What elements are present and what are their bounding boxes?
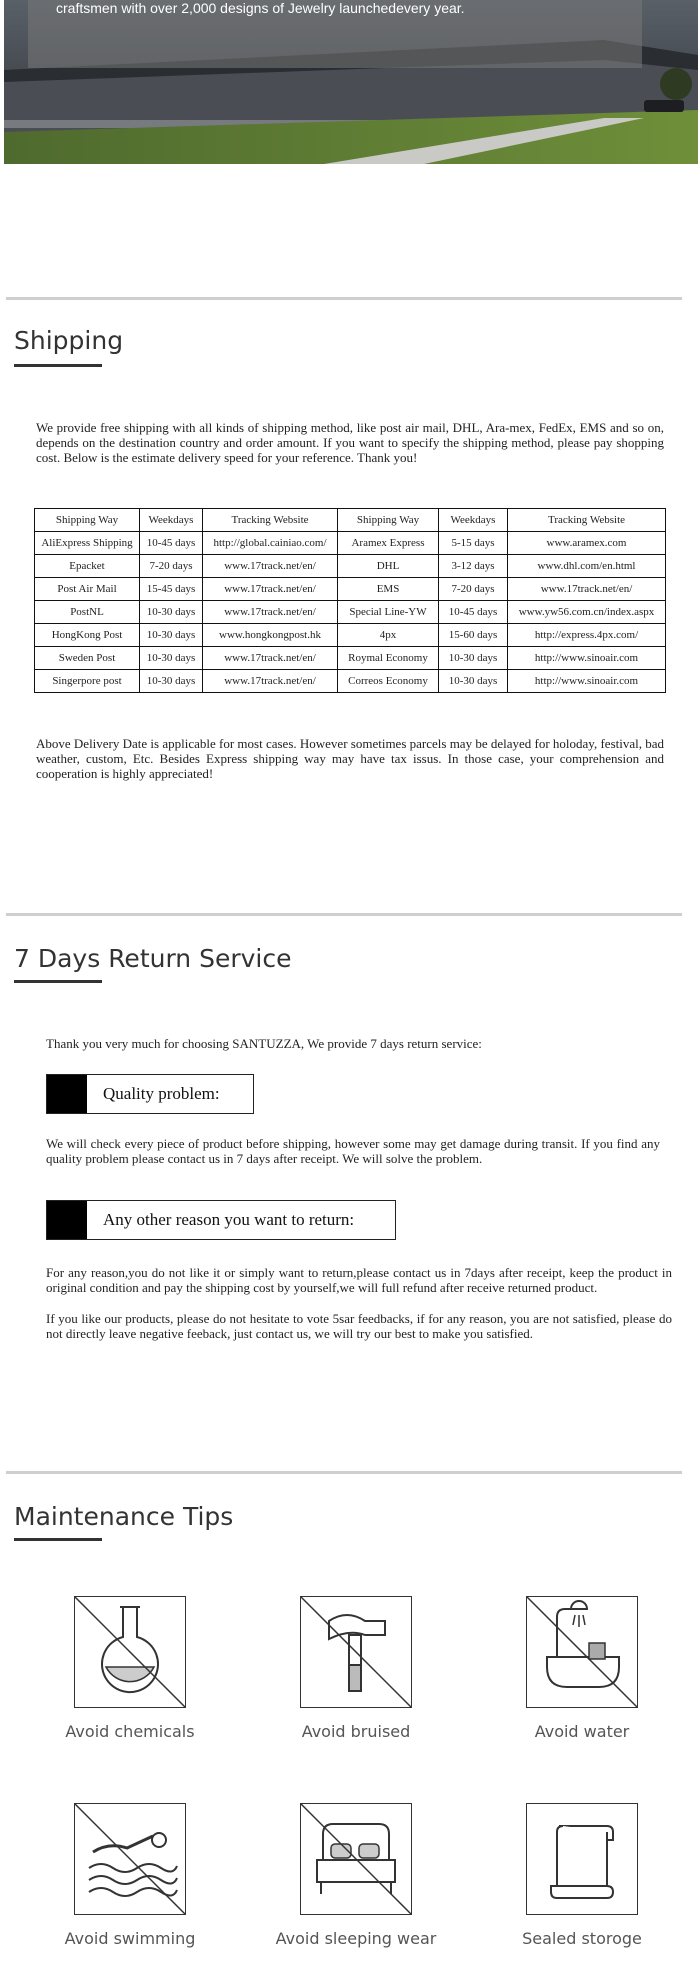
section-divider xyxy=(6,913,682,916)
shipping-title: Shipping xyxy=(14,326,124,355)
table-cell: www.17track.net/en/ xyxy=(203,578,338,601)
table-cell: 10-30 days xyxy=(439,647,508,670)
header-tracking-website: Tracking Website xyxy=(203,509,338,532)
tip-label: Avoid sleeping wear xyxy=(275,1929,437,1948)
table-cell: HongKong Post xyxy=(35,624,140,647)
header-weekdays: Weekdays xyxy=(439,509,508,532)
section-divider xyxy=(6,297,682,300)
table-cell: 15-45 days xyxy=(140,578,203,601)
table-cell: 7-20 days xyxy=(140,555,203,578)
table-cell: 5-15 days xyxy=(439,532,508,555)
table-cell: 10-45 days xyxy=(140,532,203,555)
tip-label: Avoid bruised xyxy=(301,1722,411,1741)
table-cell: Post Air Mail xyxy=(35,578,140,601)
marker-block xyxy=(47,1075,87,1113)
table-cell: 10-30 days xyxy=(140,601,203,624)
title-underline xyxy=(14,364,102,367)
table-cell: PostNL xyxy=(35,601,140,624)
table-cell: Correos Economy xyxy=(338,670,439,693)
table-cell: Roymal Economy xyxy=(338,647,439,670)
table-cell: 10-45 days xyxy=(439,601,508,624)
flask-icon xyxy=(74,1596,186,1708)
table-row xyxy=(35,532,666,555)
table-cell: 4px xyxy=(338,624,439,647)
maintenance-title: Maintenance Tips xyxy=(14,1502,234,1531)
header-shipping-way: Shipping Way xyxy=(338,509,439,532)
table-cell: www.aramex.com xyxy=(508,532,666,555)
hammer-icon xyxy=(300,1596,412,1708)
table-cell: www.dhl.com/en.html xyxy=(508,555,666,578)
table-cell: 7-20 days xyxy=(439,578,508,601)
tip-label: Sealed storoge xyxy=(522,1929,642,1948)
table-cell: 15-60 days xyxy=(439,624,508,647)
hero-caption: craftsmen with over 2,000 designs of Jewelry launchedevery year. xyxy=(56,0,465,16)
table-cell: Epacket xyxy=(35,555,140,578)
section-divider xyxy=(6,1471,682,1474)
table-cell: www.yw56.com.cn/index.aspx xyxy=(508,601,666,624)
table-cell: www.17track.net/en/ xyxy=(203,555,338,578)
table-cell: http://www.sinoair.com xyxy=(508,647,666,670)
quality-problem-label: Quality problem: xyxy=(103,1084,220,1103)
other-reason-text: For any reason,you do not like it or simply want to return,please contact us in 7days after receipt, keep the product in original condition and pay the shipping cost by yourself,we will full refund after receive returned product. xyxy=(46,1265,672,1295)
table-cell: Special Line-YW xyxy=(338,601,439,624)
header-shipping-way: Shipping Way xyxy=(35,509,140,532)
table-header-row xyxy=(35,509,666,532)
bed-icon xyxy=(300,1803,412,1915)
title-underline xyxy=(14,1538,102,1541)
table-cell: 3-12 days xyxy=(439,555,508,578)
feedback-text: If you like our products, please do not hesitate to vote 5sar feedbacks, if for any reason, you are not satisfied, please do not directly leave negative feeback, just contact us, we will try our best to make you satisfied. xyxy=(46,1311,672,1341)
header-weekdays: Weekdays xyxy=(140,509,203,532)
table-row xyxy=(35,601,666,624)
tip-label: Avoid swimming xyxy=(64,1929,196,1948)
table-row xyxy=(35,624,666,647)
table-cell: 10-30 days xyxy=(140,647,203,670)
tip-label: Avoid chemicals xyxy=(65,1722,195,1741)
tip-label: Avoid water xyxy=(534,1722,630,1741)
table-cell: http://express.4px.com/ xyxy=(508,624,666,647)
table-cell: Singerpore post xyxy=(35,670,140,693)
shipping-intro: We provide free shipping with all kinds of shipping method, like post air mail, DHL, Ara-mex, FedEx, EMS and so on, depends on the destination country and order amount. If you want to specify the shipping method, please pay shopping cost. Below is the estimate delivery speed for your reference. Thank you! xyxy=(36,420,664,465)
table-cell: DHL xyxy=(338,555,439,578)
table-cell: Aramex Express xyxy=(338,532,439,555)
quality-problem-text: We will check every piece of product before shipping, however some may get damage during transit. If you find any quality problem please contact us in 7 days after receipt. We will solve the problem. xyxy=(46,1136,660,1166)
table-cell: www.17track.net/en/ xyxy=(203,601,338,624)
shipping-note: Above Delivery Date is applicable for most cases. However sometimes parcels may be delayed for holoday, festival, bad weather, custom, Etc. Besides Express shipping way may have tax issus. In those case, your comprehension and cooperation is highly appreciated! xyxy=(36,736,664,781)
returns-title: 7 Days Return Service xyxy=(14,944,292,973)
other-reason-label: Any other reason you want to return: xyxy=(103,1210,355,1229)
table-cell: http://global.cainiao.com/ xyxy=(203,532,338,555)
table-row xyxy=(35,555,666,578)
other-reason-box xyxy=(46,1200,396,1240)
swimmer-icon xyxy=(74,1803,186,1915)
marker-block xyxy=(47,1201,87,1239)
table-cell: 10-30 days xyxy=(140,670,203,693)
table-cell: Sweden Post xyxy=(35,647,140,670)
header-tracking-website: Tracking Website xyxy=(508,509,666,532)
table-cell: 10-30 days xyxy=(140,624,203,647)
returns-intro: Thank you very much for choosing SANTUZZA, We provide 7 days return service: xyxy=(46,1036,482,1051)
table-row xyxy=(35,670,666,693)
table-cell: EMS xyxy=(338,578,439,601)
bathtub-icon xyxy=(526,1596,638,1708)
table-cell: 10-30 days xyxy=(439,670,508,693)
scroll-icon xyxy=(526,1803,638,1915)
title-underline xyxy=(14,980,102,983)
table-cell: www.17track.net/en/ xyxy=(508,578,666,601)
shipping-table xyxy=(34,508,666,693)
table-row xyxy=(35,647,666,670)
table-cell: AliExpress Shipping xyxy=(35,532,140,555)
quality-problem-box xyxy=(46,1074,254,1114)
hero-caption-box xyxy=(28,0,642,68)
table-row xyxy=(35,578,666,601)
table-cell: www.17track.net/en/ xyxy=(203,647,338,670)
hero-banner xyxy=(4,0,698,164)
table-cell: www.hongkongpost.hk xyxy=(203,624,338,647)
table-cell: http://www.sinoair.com xyxy=(508,670,666,693)
table-cell: www.17track.net/en/ xyxy=(203,670,338,693)
